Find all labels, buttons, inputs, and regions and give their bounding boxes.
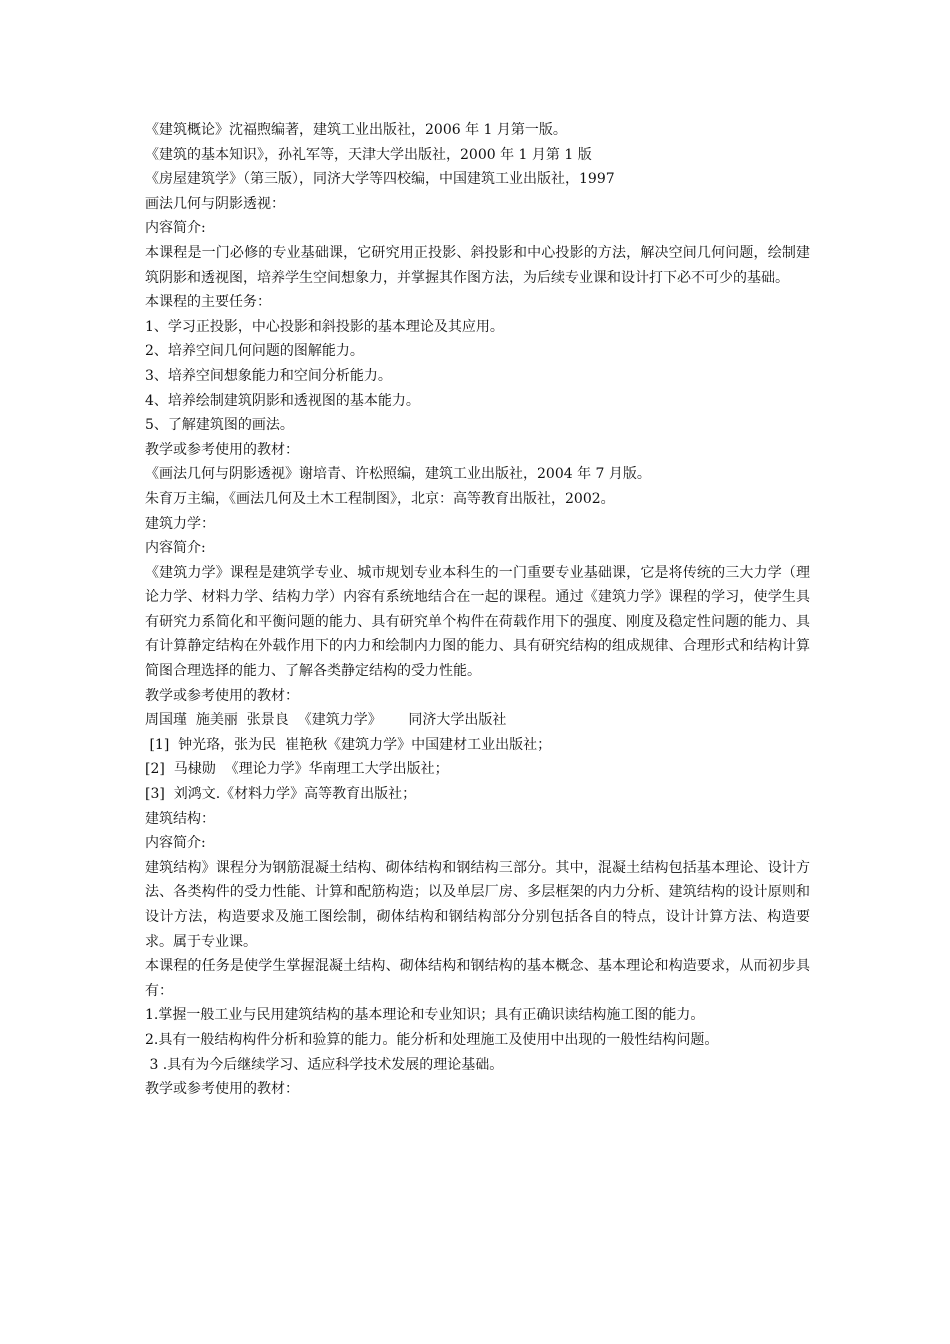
reference-line: [1] 钟光珞，张为民 崔艳秋《建筑力学》中国建材工业出版社； <box>145 736 552 753</box>
list-item: 3、培养空间想象能力和空间分析能力。 <box>145 367 392 384</box>
reference-line: [2] 马棣勋 《理论力学》华南理工大学出版社； <box>145 761 449 778</box>
paragraph: 本课程的任务是使学生掌握混凝土结构、砌体结构和钢结构的基本概念、基本理论和构造要求，从而初步具有： <box>145 958 810 999</box>
reference-line: 朱育万主编，《画法几何及土木工程制图》，北京：高等教育出版社，2002。 <box>145 490 615 507</box>
list-item: 5、了解建筑图的画法。 <box>145 417 294 434</box>
list-item: 3 .具有为今后继续学习、适应科学技术发展的理论基础。 <box>145 1056 504 1073</box>
list-item: 1、学习正投影，中心投影和斜投影的基本理论及其应用。 <box>145 318 504 335</box>
reference-line: 《建筑的基本知识》，孙礼军等，天津大学出版社，2000 年 1 月第 1 版 <box>145 146 592 163</box>
reference-line: 周国瑾 施美丽 张景良 《建筑力学》 同济大学出版社 <box>145 712 507 729</box>
paragraph: 《建筑力学》课程是建筑学专业、城市规划专业本科生的一门重要专业基础课，它是将传统的三大力学（理论力学、材料力学、结构力学）内容有系统地结合在一起的课程。通过《建筑力学》课程的学习，使学生具有研究力系简化和平衡问题的能力、具有研究单个构件在荷载作用下的强度、刚度及稳定性问题的能力、具有计算静定结构在外载作用下的内力和绘制内力图的能力、具有研究结构的组成规律、合理形式和结构计算简图合理选择的能力、了解各类静定结构的受力性能。 <box>145 564 810 680</box>
subheading: 教学或参考使用的教材： <box>145 687 299 704</box>
section-heading: 画法几何与阴影透视： <box>145 195 285 212</box>
reference-line: 《画法几何与阴影透视》谢培青、许松照编，建筑工业出版社，2004 年 7 月版。 <box>145 466 651 483</box>
section-heading: 建筑力学： <box>145 515 215 532</box>
reference-line: 《房屋建筑学》（第三版），同济大学等四校编，中国建筑工业出版社，1997 <box>145 171 615 188</box>
subheading: 内容简介: <box>145 835 206 852</box>
list-item: 2.具有一般结构构件分析和验算的能力。能分析和处理施工及使用中出现的一般性结构问题。 <box>145 1031 719 1048</box>
list-item: 2、培养空间几何问题的图解能力。 <box>145 343 364 360</box>
section-heading: 建筑结构： <box>145 810 215 827</box>
paragraph: 建筑结构》课程分为钢筋混凝土结构、砌体结构和钢结构三部分。其中，混凝土结构包括基本理论、设计方法、各类构件的受力性能、计算和配筋构造；以及单层厂房、多层框架的内力分析、建筑结构的设计原则和设计方法，构造要求及施工图绘制，砌体结构和钢结构部分分别包括各自的特点，设计计算方法、构造要求。属于专业课。 <box>145 859 810 950</box>
subheading: 内容简介: <box>145 220 206 237</box>
document-body <box>145 118 810 1102</box>
list-item: 1.掌握一般工业与民用建筑结构的基本理论和专业知识；具有正确识读结构施工图的能力。 <box>145 1007 705 1024</box>
reference-line: 《建筑概论》沈福煦编著，建筑工业出版社，2006 年 1 月第一版。 <box>145 122 567 138</box>
subheading: 教学或参考使用的教材： <box>145 1081 299 1098</box>
list-item: 4、培养绘制建筑阴影和透视图的基本能力。 <box>145 392 420 409</box>
subheading: 内容简介: <box>145 540 206 557</box>
paragraph: 本课程是一门必修的专业基础课，它研究用正投影、斜投影和中心投影的方法，解决空间几何问题，绘制建筑阴影和透视图，培养学生空间想象力，并掌握其作图方法，为后续专业课和设计打下必不可少的基础。 <box>145 244 810 286</box>
subheading: 教学或参考使用的教材： <box>145 441 299 458</box>
subheading: 本课程的主要任务： <box>145 294 271 311</box>
reference-line: [3] 刘鸿文.《材料力学》高等教育出版社； <box>145 786 417 803</box>
